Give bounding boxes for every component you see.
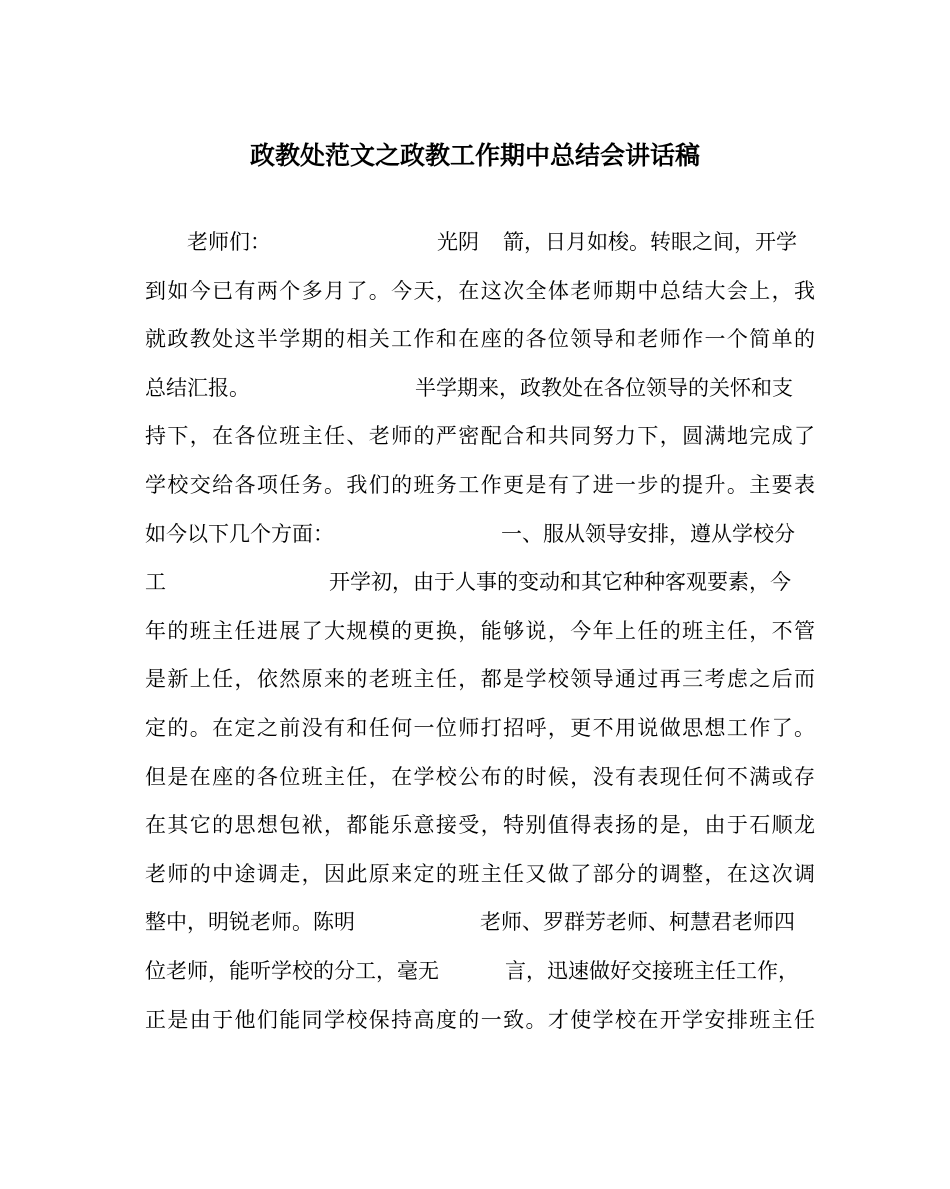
body-line: 持下，在各位班主任、老师的严密配合和共同努力下，圆满地完成了 (145, 424, 815, 449)
body-line (145, 218, 815, 267)
body-line-segment: 老师、罗群芳老师、柯慧君老师四 (480, 910, 795, 935)
body-line: 定的。在定之前没有和任何一位师打招呼，更不用说做思想工作了。 (145, 715, 815, 740)
document-title: 政教处范文之政教工作期中总结会讲话稿 (249, 141, 700, 170)
body-line-segment: 箭，日月如梭。转眼之间，开学 (503, 230, 797, 254)
body-line: 老师的中途调走，因此原来定的班主任又做了部分的调整，在这次调 (145, 861, 815, 886)
body-line-segment: 如今以下几个方面： (145, 521, 334, 546)
body-line-segment: 光阴 (437, 230, 479, 254)
body-line (145, 898, 815, 947)
body-line: 年的班主任进展了大规模的更换，能够说，今年上任的班主任，不管 (145, 618, 815, 643)
body-line-segment: 言，迅速做好交接班主任工作， (505, 958, 799, 983)
body-line: 但是在座的各位班主任，在学校公布的时候，没有表现任何不满或存 (145, 764, 815, 789)
body-line (145, 947, 815, 996)
body-line: 在其它的思想包袱，都能乐意接受，特别值得表扬的是，由于石顺龙 (145, 813, 815, 838)
body-line: 到如今已有两个多月了。今天，在这次全体老师期中总结大会上，我 (145, 278, 815, 303)
document-body (145, 218, 815, 1044)
body-line: 就政教处这半学期的相关工作和在座的各位领导和老师作一个简单的 (145, 327, 815, 352)
body-line-segment: 总结汇报。 (145, 375, 250, 400)
section-heading: 一、服从领导安排，遵从学校分 (501, 521, 795, 546)
greeting-text: 老师们： (187, 230, 271, 254)
body-line-segment: 半学期来，政教处在各位领导的关怀和支 (415, 375, 793, 400)
body-line (145, 558, 815, 607)
body-line: 是新上任，依然原来的老班主任，都是学校领导通过再三考虑之后而 (145, 667, 815, 692)
body-line: 正是由于他们能同学校保持高度的一致。才使学校在开学安排班主任 (145, 1007, 815, 1032)
body-line-segment: 开学初，由于人事的变动和其它种种客观要素，今 (329, 570, 791, 595)
body-line-segment: 位老师，能听学校的分工，毫无 (145, 958, 439, 983)
body-line-segment: 整中，明锐老师。陈明 (145, 910, 355, 935)
body-line (145, 364, 815, 413)
body-line (145, 510, 815, 559)
body-line: 学校交给各项任务。我们的班务工作更是有了进一步的提升。主要表 (145, 472, 815, 497)
section-heading-tail: 工 (145, 570, 166, 595)
